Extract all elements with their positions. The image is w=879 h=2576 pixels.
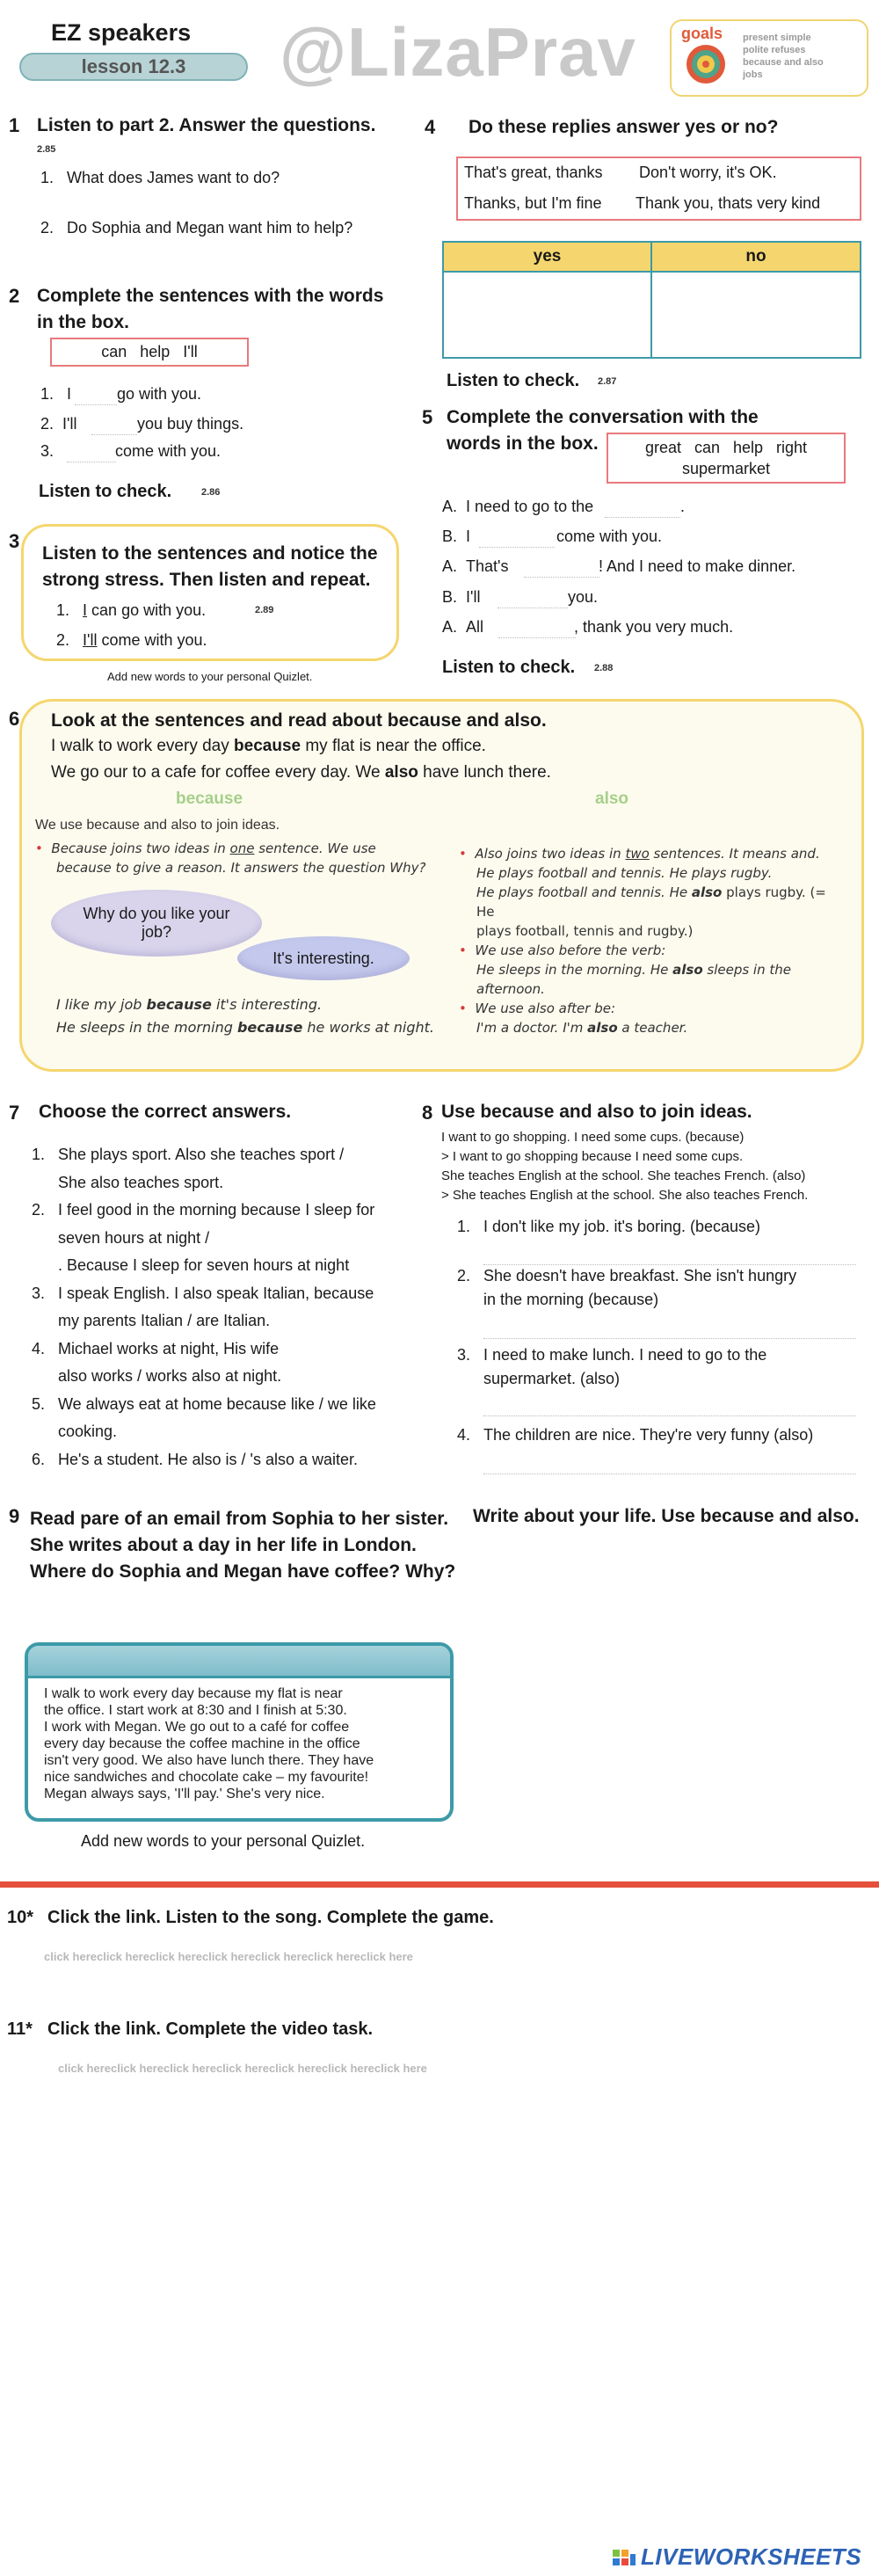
s7-item[interactable]: 2. I feel good in the morning because I sleep for seven hours at night / . Because I sleep for seven hours at night	[32, 1201, 375, 1274]
s5-line3-end: ! And I need to make dinner.	[599, 557, 796, 575]
s7-list	[32, 1141, 427, 1474]
s1-q1-text: What does James want to do?	[67, 169, 280, 186]
target-icon	[686, 44, 726, 84]
s1-track: 2.85	[37, 144, 56, 155]
s8-answer3[interactable]	[483, 1393, 856, 1416]
s3-title-line2: strong stress. Then listen and repeat.	[42, 570, 371, 590]
liveworksheets-icon	[613, 2548, 637, 2567]
s5-line5: A. All	[442, 618, 484, 636]
goal-item: polite refuses	[743, 45, 806, 55]
s7-title: Choose the correct answers.	[39, 1102, 292, 1122]
email-card-header	[28, 1646, 450, 1678]
s5-title-line2: words in the box.	[447, 433, 599, 454]
s2-number: 2	[9, 285, 20, 307]
s10-title: Click the link. Listen to the song. Complete the game.	[47, 1908, 494, 1927]
s8-answer2[interactable]	[483, 1315, 856, 1339]
s4-number: 4	[425, 116, 436, 138]
s7-item[interactable]: 5. We always eat at home because like / we like cooking.	[32, 1394, 376, 1440]
s5-answer4[interactable]	[498, 585, 568, 608]
s6-title: Look at the sentences and read about because and also.	[51, 710, 547, 731]
s5-line1-end: .	[680, 498, 686, 515]
s5-box-line2: supermarket	[681, 460, 771, 477]
s5-track: 2.88	[594, 663, 614, 673]
s7-item[interactable]: 6. He's a student. He also is / 's also a waiter.	[32, 1450, 359, 1468]
s5-answer2[interactable]	[479, 524, 555, 548]
s11-number: 11*	[7, 2019, 33, 2039]
s6-bubble-question-text: Why do you like your job?	[83, 905, 230, 941]
s7-item[interactable]: 3. I speak English. I also speak Italian, because my parents Italian / are Italian.	[32, 1284, 374, 1329]
s2-word-box: can help I'll	[50, 338, 249, 367]
s3-title-line1: Listen to the sentences and notice the	[42, 543, 378, 564]
s5-line5-end: , thank you very much.	[574, 618, 734, 636]
s5-line2: B. I	[442, 528, 471, 545]
s6-bubble-answer	[237, 936, 410, 980]
s7-item[interactable]: 1. She plays sport. Also she teaches sport / She also teaches sport.	[32, 1146, 345, 1191]
s6-because-heading: because	[176, 790, 243, 808]
s6-example1: I walk to work every day because my flat is near the office.	[51, 737, 486, 755]
goal-item: because and also	[743, 57, 824, 68]
s1-q2-text: Do Sophia and Megan want him to help?	[67, 219, 353, 236]
s2-title-line2: in the box.	[37, 312, 129, 332]
s10-link[interactable]: click hereclick hereclick hereclick hereclick hereclick hereclick here	[44, 1950, 413, 1963]
s4-track: 2.87	[598, 376, 617, 387]
s5-line1: A. I need to go to the	[442, 498, 594, 515]
s8-item3: 3. I need to make lunch. I need to go to the supermarket. (also)	[457, 1346, 767, 1387]
s2-answer2[interactable]	[91, 411, 137, 435]
s9-quizlet-note: Add new words to your personal Quizlet.	[81, 1832, 366, 1850]
s4-no-dropzone[interactable]	[652, 273, 860, 357]
s5-line3: A. That's	[442, 557, 509, 575]
s2-item3: 3.	[40, 442, 54, 460]
s7-item[interactable]: 4. Michael works at night, His wife also works / works also at night.	[32, 1339, 282, 1385]
s4-reply4[interactable]: Thank you, thats very kind	[636, 194, 821, 212]
s4-sort-table	[442, 241, 861, 359]
s6-also-rules: • Also joins two ideas in two sentences. It means and. He plays football and tennis. He plays rugby. He plays football and tennis. He also plays rugby. (= He plays football, tennis and rugby.) • We use also before the verb: He sleeps in the morning. He also sleeps in the afternoon. • We use also after be: I'm a doctor. I'm also a teacher.	[459, 846, 826, 1036]
s2-answer3[interactable]	[67, 439, 116, 462]
s8-title: Use because and also to join ideas.	[441, 1102, 752, 1122]
s4-yes-dropzone[interactable]	[444, 273, 650, 357]
s4-reply3[interactable]: Thanks, but I'm fine	[464, 194, 602, 212]
s3-track: 2.89	[255, 605, 274, 615]
s8-example: I want to go shopping. I need some cups. (because) > I want to go shopping because I need some cups. She teaches English at the school. She teaches French. (also) > She teaches English at the school. She also teaches French.	[441, 1130, 809, 1203]
s9-number: 9	[9, 1505, 20, 1527]
s9-write-area[interactable]	[473, 1539, 854, 1815]
watermark: @LizaPrav	[280, 13, 636, 91]
s5-answer5[interactable]	[498, 615, 576, 638]
s1-q1: 1. What does James want to do?	[40, 169, 280, 186]
s4-col-no: no	[745, 247, 766, 266]
brand-title: EZ speakers	[51, 19, 192, 46]
s8-answer4[interactable]	[483, 1451, 856, 1474]
s2-listen-check: Listen to check.	[39, 482, 172, 501]
s1-title: Listen to part 2. Answer the questions.	[37, 115, 376, 135]
s4-listen-check: Listen to check.	[447, 371, 580, 390]
s2-item2-end: you buy things.	[137, 415, 244, 433]
s5-listen-check: Listen to check.	[442, 658, 576, 677]
s3-item2: 2. I'll come with you.	[56, 631, 207, 649]
s1-q2: 2. Do Sophia and Megan want him to help?	[40, 219, 353, 236]
s5-line2-end: come with you.	[556, 528, 663, 545]
s1-number: 1	[9, 114, 20, 136]
goal-item: present simple	[743, 33, 811, 43]
s2-track: 2.86	[201, 487, 221, 498]
s2-title-line1: Complete the sentences with the words	[37, 286, 384, 306]
lesson-badge: lesson 12.3	[19, 53, 248, 81]
s5-word-box	[607, 433, 846, 484]
s8-answer1[interactable]	[483, 1241, 856, 1265]
s2-item1-end: go with you.	[117, 385, 202, 403]
s8-item4: 4. The children are nice. They're very funny (also)	[457, 1426, 814, 1444]
s2-item3-end: come with you.	[115, 442, 222, 460]
goal-item: jobs	[743, 69, 763, 80]
s3-item1: 1. I can go with you.	[56, 601, 207, 619]
s5-number: 5	[422, 406, 433, 428]
goals-list	[743, 32, 824, 81]
s8-item2: 2. She doesn't have breakfast. She isn't hungry in the morning (because)	[457, 1267, 797, 1308]
s3-quizlet-note: Add new words to your personal Quizlet.	[107, 670, 313, 683]
s7-number: 7	[9, 1102, 20, 1124]
s9-write-prompt: Write about your life. Use because and also.	[473, 1506, 860, 1526]
s3-number: 3	[9, 530, 20, 552]
s6-example2: We go our to a cafe for coffee every day. We also have lunch there.	[51, 763, 551, 782]
goals-label: goals	[681, 25, 723, 42]
s5-title-line1: Complete the conversation with the	[447, 407, 759, 427]
s6-intro: We use because and also to join ideas.	[35, 818, 280, 833]
s11-link[interactable]: click hereclick hereclick hereclick hereclick hereclick hereclick here	[58, 2062, 427, 2075]
liveworksheets-wordmark: LIVEWORKSHEETS	[641, 2543, 862, 2570]
s5-answer3[interactable]	[524, 554, 599, 578]
s4-title: Do these replies answer yes or no?	[469, 117, 779, 137]
s2-answer1[interactable]	[75, 382, 117, 405]
s5-answer1[interactable]	[605, 494, 680, 518]
s6-number: 6	[9, 708, 20, 730]
email-card	[25, 1642, 454, 1822]
s6-also-heading: also	[595, 790, 629, 808]
s6-because-rule: • Because joins two ideas in one sentence. We use because to give a reason. It answers the question Why?	[35, 840, 426, 876]
s10-number: 10*	[7, 1908, 34, 1927]
s8-item1: 1. I don't like my job. it's boring. (because)	[457, 1218, 761, 1235]
s5-box-line1: great can help right	[644, 439, 808, 456]
s2-item2: 2. I'll	[40, 415, 77, 433]
s4-reply1[interactable]: That's great, thanks	[464, 164, 603, 181]
s5-line4-end: you.	[568, 588, 599, 606]
s6-bubble-question	[51, 890, 262, 957]
s6-bubble-answer-text: It's interesting.	[272, 949, 374, 967]
email-body: I walk to work every day because my flat is near the office. I start work at 8:30 and I finish at 5:30. I work with Megan. We go out to a café for coffee every day because the coffee machine in the office isn't very good. We also have lunch there. They have nice sandwiches and chocolate cake – my favourite! Megan always says, 'I'll pay.' She's very nice.	[44, 1686, 374, 1801]
s2-item1: 1. I	[40, 385, 72, 403]
section-divider	[0, 1881, 879, 1888]
s9-title: Read pare of an email from Sophia to her sister. She writes about a day in her life in London. Where do Sophia and Megan have coffee? Why?	[30, 1509, 456, 1582]
s8-number: 8	[422, 1102, 433, 1124]
s11-title: Click the link. Complete the video task.	[47, 2019, 374, 2039]
s5-line4: B. I'll	[442, 588, 481, 606]
liveworksheets-logo	[613, 2543, 861, 2571]
s4-reply2[interactable]: Don't worry, it's OK.	[639, 164, 777, 181]
s4-col-yes: yes	[533, 247, 562, 266]
s6-because-examples: I like my job because it's interesting. He sleeps in the morning because he works at night.	[56, 996, 435, 1036]
